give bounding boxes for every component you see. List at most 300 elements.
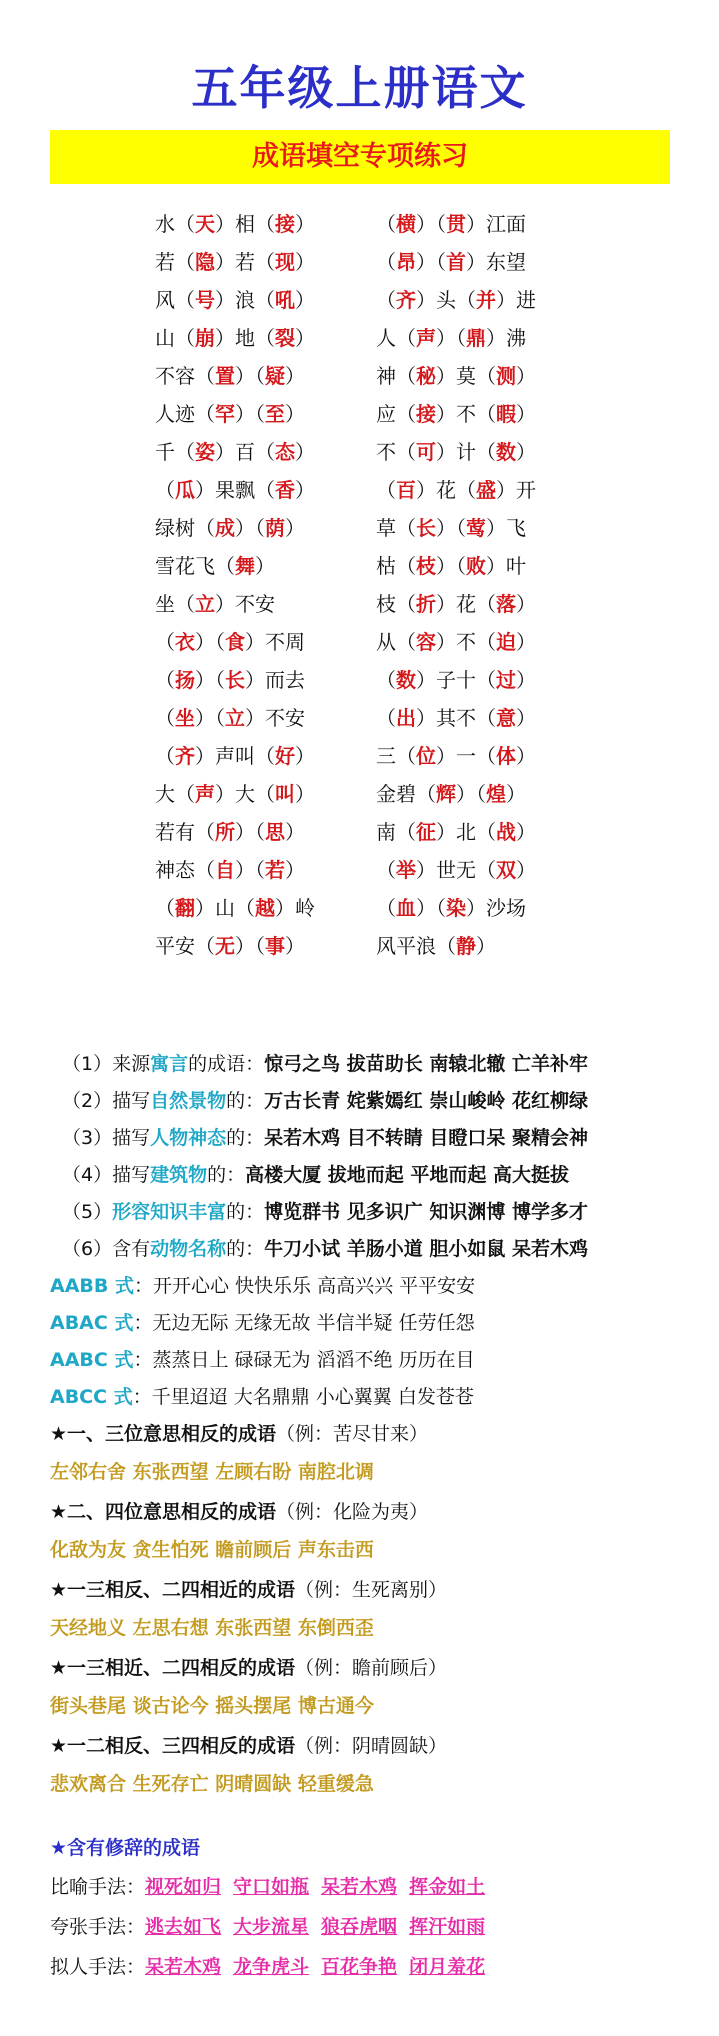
idiom-text: ）岭 [275,896,315,920]
idiom-row [0,281,719,319]
filled-character: 翻 [175,896,195,920]
idiom-text: ）一（ [436,744,496,768]
filled-character: 舞 [235,554,255,578]
idiom-text: ）不（ [436,630,496,654]
idiom-text: ）（ [456,782,486,806]
idiom-left [155,471,315,509]
filled-character: 瓜 [175,478,195,502]
antonym-group-items: 化敌为友 贪生怕死 瞻前顾后 声东击西 [50,1539,374,1561]
category-keyword: 寓言 [150,1053,189,1075]
idiom-text: 应（ [376,402,416,426]
idiom-text: ）（ [235,858,265,882]
filled-character: 号 [195,288,215,312]
group-example: （例：生死离别） [295,1579,448,1601]
filled-character: 征 [416,820,436,844]
filled-character: 煌 [486,782,506,806]
idiom-row [0,509,719,547]
idiom-right [376,699,536,737]
filled-character: 意 [496,706,516,730]
idiom-text: ）（ [235,820,265,844]
rhetoric-title: ★含有修辞的成语 [50,1837,201,1859]
category-suffix: 的成语： [188,1053,265,1075]
idiom-text: 风平浪（ [376,934,456,958]
idiom-text: 神（ [376,364,416,388]
category-examples: 牛刀小试 羊肠小道 胆小如鼠 呆若木鸡 [264,1238,588,1260]
rhetoric-idiom: 呆若木鸡 [145,1956,222,1978]
idiom-text: ） [476,934,496,958]
idiom-text: （ [376,668,396,692]
idiom-text: ） [295,326,315,350]
idiom-row [0,813,719,851]
idiom-left [155,813,305,851]
idiom-text: ）（ [195,706,225,730]
filled-character: 坐 [175,706,195,730]
group-example: （例：苦尽甘来） [276,1423,429,1445]
antonym-group-title [50,1416,428,1452]
rhetoric-row [50,1908,485,1946]
filled-character: 接 [275,212,295,236]
idiom-right [376,547,526,585]
rhetoric-idiom: 呆若木鸡 [321,1876,398,1898]
idiom-text: （ [376,706,396,730]
filled-character: 莺 [466,516,486,540]
idiom-row [0,775,719,813]
idiom-text: 雪花飞（ [155,554,235,578]
filled-character: 荫 [265,516,285,540]
idiom-text: 人迹（ [155,402,215,426]
group-example: （例：瞻前顾后） [295,1657,448,1679]
idiom-text: ） [285,934,305,958]
filled-character: 首 [446,250,466,274]
pattern-row [50,1268,475,1304]
idiom-text: ）声叫（ [195,744,275,768]
category-row [62,1120,588,1156]
category-examples: 呆若木鸡 目不转睛 目瞪口呆 聚精会神 [264,1127,588,1149]
idiom-text: ）（ [416,212,446,236]
idiom-row [0,737,719,775]
idiom-text: ）沙场 [466,896,526,920]
idiom-text: （ [155,744,175,768]
idiom-text: （ [155,478,175,502]
idiom-text: （ [376,288,396,312]
idiom-text: 若（ [155,250,195,274]
idiom-text: ）头（ [416,288,476,312]
idiom-right [376,243,526,281]
rhetoric-idiom: 视死如归 [145,1876,222,1898]
idiom-right [376,851,536,889]
idiom-row [0,661,719,699]
pattern-examples: ：开开心心 快快乐乐 高高兴兴 平平安安 [134,1275,476,1297]
idiom-left [155,623,305,661]
filled-character: 鼎 [466,326,486,350]
idiom-text: ）飞 [486,516,526,540]
idiom-text: ） [295,782,315,806]
idiom-row [0,889,719,927]
idiom-right [376,281,536,319]
antonym-group-title [50,1572,447,1608]
filled-character: 可 [416,440,436,464]
idiom-row [0,927,719,965]
pattern-row [50,1379,474,1415]
filled-character: 长 [416,516,436,540]
filled-character: 立 [225,706,245,730]
idiom-right [376,357,536,395]
idiom-text: ）不安 [215,592,275,616]
category-keyword: 自然景物 [150,1090,227,1112]
filled-character: 长 [225,668,245,692]
pattern-label: AABB 式 [50,1275,134,1297]
idiom-text: ）（ [436,326,466,350]
group-heading: ★一二相反、三四相反的成语 [50,1735,296,1757]
filled-character: 崩 [195,326,215,350]
idiom-text: 坐（ [155,592,195,616]
filled-character: 齐 [175,744,195,768]
idiom-text: ） [516,402,536,426]
rhetoric-label: 夸张手法： [50,1916,146,1938]
category-prefix: （1）来源 [62,1053,151,1075]
filled-character: 香 [275,478,295,502]
filled-character: 齐 [396,288,416,312]
category-prefix: （4）描写 [62,1164,151,1186]
idiom-text: ）进 [496,288,536,312]
idiom-text: （ [376,250,396,274]
idiom-text: ）若（ [215,250,275,274]
idiom-text: ）果飘（ [195,478,275,502]
group-example: （例：化险为夷） [276,1501,429,1523]
idiom-text: ）（ [436,516,466,540]
idiom-left [155,699,305,737]
filled-character: 立 [195,592,215,616]
idiom-text: 千（ [155,440,195,464]
idiom-left [155,509,305,547]
filled-character: 昂 [396,250,416,274]
idiom-text: 绿树（ [155,516,215,540]
idiom-text: ） [516,440,536,464]
filled-character: 声 [195,782,215,806]
filled-character: 至 [265,402,285,426]
filled-character: 败 [466,554,486,578]
filled-character: 落 [496,592,516,616]
category-keyword: 人物神态 [150,1127,227,1149]
idiom-text: ）（ [235,364,265,388]
idiom-text: 风（ [155,288,195,312]
idiom-text: ）不周 [245,630,305,654]
filled-character: 举 [396,858,416,882]
filled-character: 吼 [275,288,295,312]
filled-character: 天 [195,212,215,236]
category-suffix: 的： [226,1127,265,1149]
idiom-text: ）叶 [486,554,526,578]
filled-character: 秘 [416,364,436,388]
idiom-text: ）计（ [436,440,496,464]
idiom-row [0,471,719,509]
idiom-text: ）（ [235,516,265,540]
rhetoric-idiom: 挥金如土 [409,1876,486,1898]
idiom-text: （ [155,896,175,920]
idiom-text: ）山（ [195,896,255,920]
idiom-text: ） [516,820,536,844]
filled-character: 裂 [275,326,295,350]
idiom-row [0,623,719,661]
idiom-row [0,395,719,433]
idiom-text: ） [516,364,536,388]
idiom-left [155,889,315,927]
filled-character: 迫 [496,630,516,654]
category-row [62,1083,588,1119]
antonym-group-items: 街头巷尾 谈古论今 摇头摆尾 博古通今 [50,1695,374,1717]
idiom-row [0,699,719,737]
category-prefix: （5） [62,1201,113,1223]
rhetoric-idiom: 闭月羞花 [409,1956,486,1978]
idiom-text: ）（ [436,554,466,578]
idiom-text: ） [516,630,536,654]
idiom-left [155,395,305,433]
idiom-row [0,851,719,889]
pattern-row [50,1305,475,1341]
idiom-right [376,509,526,547]
idiom-text: ）大（ [215,782,275,806]
filled-character: 盛 [476,478,496,502]
idiom-text: ） [285,858,305,882]
filled-character: 折 [416,592,436,616]
idiom-text: ）世无（ [416,858,496,882]
idiom-left [155,243,315,281]
filled-character: 并 [476,288,496,312]
pattern-examples: ：无边无际 无缘无故 半信半疑 任劳任怨 [133,1312,475,1334]
group-example: （例：阴晴圆缺） [295,1735,448,1757]
page-title: 五年级上册语文 [191,61,528,115]
pattern-row [50,1342,475,1378]
section-banner: 成语填空专项练习 [50,130,670,184]
idiom-right [376,205,526,243]
filled-character: 事 [265,934,285,958]
category-prefix: （6）含有 [62,1238,151,1260]
rhetoric-idiom: 守口如瓶 [233,1876,310,1898]
filled-character: 过 [496,668,516,692]
filled-character: 姿 [195,440,215,464]
idiom-text: （ [376,896,396,920]
filled-character: 体 [496,744,516,768]
idiom-left [155,357,305,395]
category-suffix: 的： [226,1090,265,1112]
filled-character: 扬 [175,668,195,692]
group-heading: ★二、四位意思相反的成语 [50,1501,277,1523]
idiom-text: ） [516,592,536,616]
antonym-group-title [50,1494,428,1530]
idiom-text: ）沸 [486,326,526,350]
filled-character: 隐 [195,250,215,274]
idiom-row [0,585,719,623]
filled-character: 数 [396,668,416,692]
idiom-text: ） [295,212,315,236]
idiom-row [0,357,719,395]
antonym-group-items: 天经地义 左思右想 东张西望 东倒西歪 [50,1617,374,1639]
idiom-right [376,585,536,623]
idiom-right [376,395,536,433]
idiom-row [0,205,719,243]
idiom-text: 三（ [376,744,416,768]
category-row [62,1157,569,1193]
category-examples: 惊弓之鸟 拔苗助长 南辕北辙 亡羊补牢 [264,1053,588,1075]
rhetoric-label: 比喻手法： [50,1876,146,1898]
idiom-left [155,281,315,319]
idiom-right [376,433,536,471]
filled-character: 现 [275,250,295,274]
filled-character: 成 [215,516,235,540]
idiom-text: ） [285,402,305,426]
idiom-text: ） [295,440,315,464]
idiom-text: 金碧（ [376,782,436,806]
idiom-text: 草（ [376,516,416,540]
idiom-text: 从（ [376,630,416,654]
category-suffix: 的： [226,1238,265,1260]
idiom-text: 大（ [155,782,195,806]
filled-character: 静 [456,934,476,958]
idiom-left [155,547,275,585]
group-heading: ★一、三位意思相反的成语 [50,1423,277,1445]
idiom-text: ）东望 [466,250,526,274]
idiom-text: ）（ [195,668,225,692]
idiom-text: ） [516,668,536,692]
filled-character: 位 [416,744,436,768]
idiom-text: ）（ [416,896,446,920]
category-row [62,1194,588,1230]
idiom-left [155,319,315,357]
category-examples: 万古长青 姹紫嫣红 崇山峻岭 花红柳绿 [264,1090,588,1112]
category-examples: 高楼大厦 拔地而起 平地而起 高大挺拔 [245,1164,569,1186]
idiom-text: 枝（ [376,592,416,616]
idiom-text: 若有（ [155,820,215,844]
filled-character: 接 [416,402,436,426]
rhetoric-idiom: 龙争虎斗 [233,1956,310,1978]
idiom-right [376,319,526,357]
idiom-text: （ [155,668,175,692]
filled-character: 染 [446,896,466,920]
filled-character: 叫 [275,782,295,806]
rhetoric-idiom: 逃去如飞 [145,1916,222,1938]
idiom-text: 人（ [376,326,416,350]
idiom-left [155,775,315,813]
idiom-text: ） [506,782,526,806]
idiom-left [155,927,305,965]
filled-character: 辉 [436,782,456,806]
idiom-text: 不（ [376,440,416,464]
rhetoric-idiom: 大步流星 [233,1916,310,1938]
idiom-text: 神态（ [155,858,215,882]
idiom-text: ）开 [496,478,536,502]
filled-character: 测 [496,364,516,388]
idiom-text: （ [155,706,175,730]
idiom-text: ）（ [416,250,446,274]
antonym-group-title [50,1650,447,1686]
idiom-right [376,661,536,699]
filled-character: 数 [496,440,516,464]
idiom-left [155,661,305,699]
antonym-group-items: 左邻右舍 东张西望 左顾右盼 南腔北调 [50,1461,374,1483]
filled-character: 枝 [416,554,436,578]
idiom-text: ）浪（ [215,288,275,312]
idiom-row [0,433,719,471]
idiom-text: ） [255,554,275,578]
idiom-left [155,851,305,889]
idiom-left [155,205,315,243]
idiom-text: （ [376,858,396,882]
idiom-text: ）花（ [416,478,476,502]
category-row [62,1231,588,1267]
rhetoric-idiom: 挥汗如雨 [409,1916,486,1938]
idiom-right [376,623,536,661]
idiom-text: ）不安 [245,706,305,730]
filled-character: 战 [496,820,516,844]
idiom-text: 南（ [376,820,416,844]
category-suffix: 的： [226,1201,265,1223]
idiom-text: ）不（ [436,402,496,426]
idiom-text: ）其不（ [416,706,496,730]
category-suffix: 的： [207,1164,246,1186]
filled-character: 态 [275,440,295,464]
category-keyword: 建筑物 [150,1164,208,1186]
filled-character: 百 [396,478,416,502]
idiom-text: ） [516,706,536,730]
idiom-row [0,547,719,585]
idiom-left [155,737,315,775]
filled-character: 好 [275,744,295,768]
pattern-label: ABAC 式 [50,1312,134,1334]
filled-character: 食 [225,630,245,654]
filled-character: 思 [265,820,285,844]
idiom-text: ） [285,820,305,844]
group-heading: ★一三相近、二四相反的成语 [50,1657,296,1679]
filled-character: 声 [416,326,436,350]
idiom-text: ） [516,744,536,768]
filled-character: 若 [265,858,285,882]
rhetoric-label: 拟人手法： [50,1956,146,1978]
idiom-text: 不容（ [155,364,215,388]
category-prefix: （3）描写 [62,1127,151,1149]
filled-character: 出 [396,706,416,730]
idiom-text: （ [376,212,396,236]
filled-character: 无 [215,934,235,958]
category-keyword: 动物名称 [150,1238,227,1260]
idiom-text: ）（ [235,934,265,958]
pattern-label: ABCC 式 [50,1386,133,1408]
idiom-text: ）北（ [436,820,496,844]
idiom-right [376,471,536,509]
pattern-label: AABC 式 [50,1349,134,1371]
category-keyword: 形容知识丰富 [112,1201,227,1223]
filled-character: 衣 [175,630,195,654]
idiom-text: 枯（ [376,554,416,578]
filled-character: 自 [215,858,235,882]
idiom-row [0,319,719,357]
idiom-text: （ [376,478,396,502]
idiom-text: ） [285,516,305,540]
idiom-right [376,737,536,775]
category-prefix: （2）描写 [62,1090,151,1112]
idiom-right [376,775,526,813]
filled-character: 暇 [496,402,516,426]
antonym-group-title [50,1728,447,1764]
idiom-text: ） [285,364,305,388]
idiom-text: ）相（ [215,212,275,236]
idiom-text: ）子十（ [416,668,496,692]
idiom-left [155,433,315,471]
idiom-text: ）花（ [436,592,496,616]
filled-character: 越 [255,896,275,920]
rhetoric-row [50,1868,485,1906]
filled-character: 容 [416,630,436,654]
idiom-right [376,927,496,965]
